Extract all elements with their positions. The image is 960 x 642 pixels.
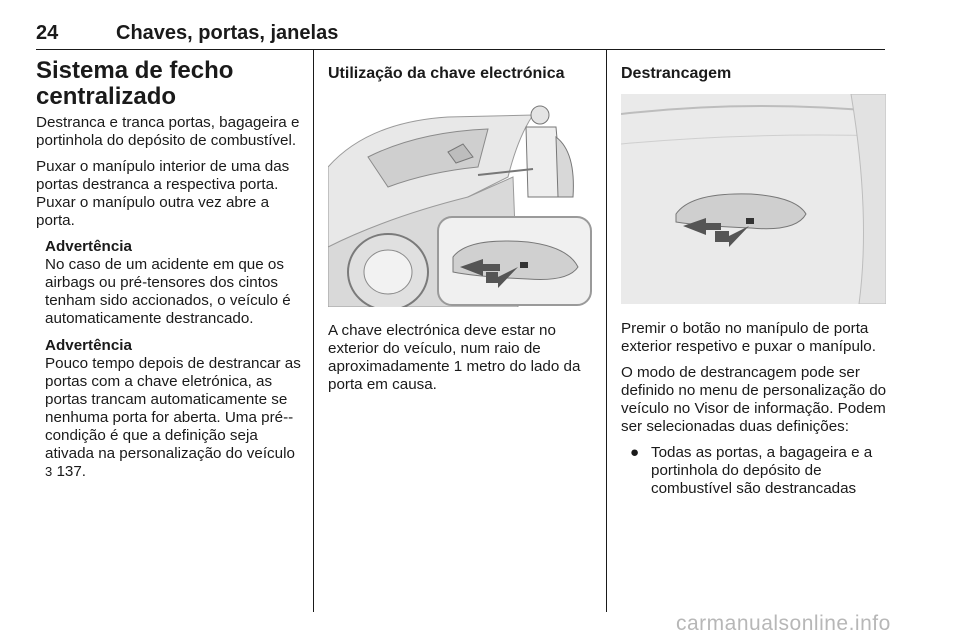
header-rule	[36, 49, 885, 50]
watermark: carmanualsonline.info	[676, 612, 891, 635]
running-title: Chaves, portas, janelas	[116, 22, 339, 44]
warning-2	[45, 337, 302, 481]
column-3	[621, 64, 887, 84]
caption-text: A chave electrónica deve estar no exterior do veículo, num raio de aproximadamente 1 metro do lado da porta em causa.	[328, 322, 581, 393]
settings-list	[621, 444, 889, 498]
column-3-text	[621, 320, 889, 498]
page-ref-link[interactable]: 137.	[56, 463, 87, 480]
warning-1	[45, 238, 302, 328]
bullet-icon: ●	[630, 444, 640, 461]
paragraph-1: Destranca e tranca portas, bagageira e portinhola do depósito de combustível.	[36, 114, 300, 149]
list-item	[621, 444, 889, 498]
section-heading: Sistema de fecho centralizado	[36, 57, 234, 110]
paragraph-1: Premir o botão no manípulo de porta exterior respetivo e puxar o manípulo.	[621, 320, 876, 355]
section-heading: Destrancagem	[621, 65, 732, 82]
column-2	[328, 64, 596, 84]
page-header	[36, 22, 884, 50]
warning-title: Advertência	[45, 337, 132, 354]
column-1	[36, 58, 302, 490]
section-heading: Utilização da chave electrónica	[328, 65, 565, 82]
paragraph-2: Puxar o manípulo interior de uma das portas destranca a respectiva porta. Puxar o manípulo outra vez abre a porta.	[36, 158, 290, 229]
warning-text	[45, 355, 302, 481]
warning-text: No caso de um acidente em que os airbags ou pré-tensores dos cintos tenham sido accionados, o veículo é automaticamente destrancado.	[45, 256, 291, 327]
page-number: 24	[36, 22, 59, 44]
figure-caption	[328, 322, 596, 402]
column-divider-1	[313, 50, 314, 612]
page-ref-icon: 3	[45, 464, 53, 479]
paragraph-2: O modo de destrancagem pode ser definido no menu de personalização do veículo no Visor de informação. Podem ser selecionadas duas definições:	[621, 364, 887, 435]
column-divider-2	[606, 50, 607, 612]
warning-body: Pouco tempo depois de destrancar as portas com a chave eletrónica, as portas trancam automaticamente se nenhuma porta for aberta. Uma pré--condição é que a definição seja ativada na personalização do veículo	[45, 355, 301, 462]
electronic-key-illustration	[328, 97, 593, 307]
warning-title: Advertência	[45, 238, 132, 255]
list-item-text: Todas as portas, a bagageira e a portinhola do depósito de combustível são destrancadas	[651, 444, 873, 497]
door-handle-illustration	[621, 94, 886, 304]
